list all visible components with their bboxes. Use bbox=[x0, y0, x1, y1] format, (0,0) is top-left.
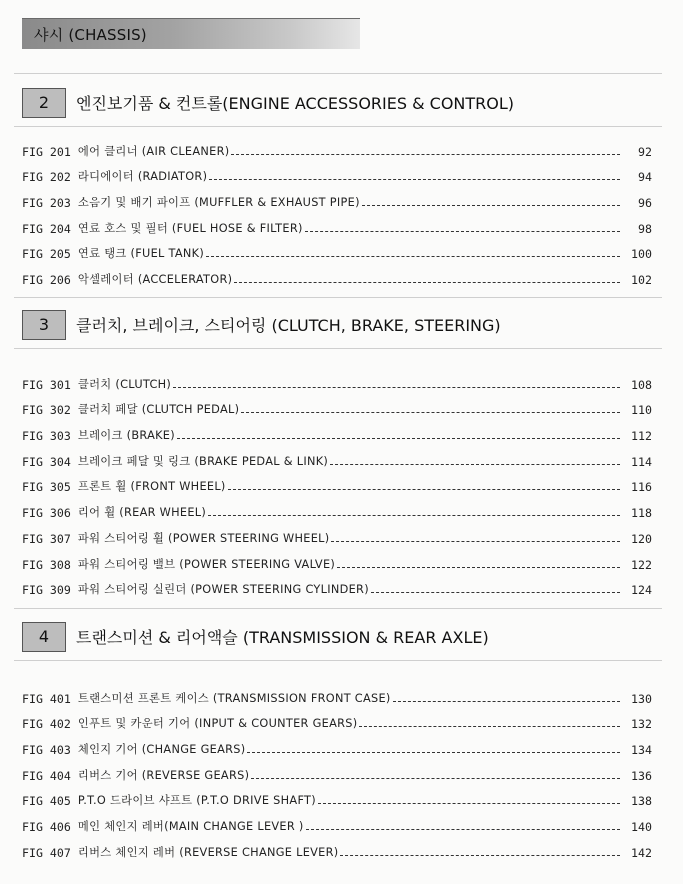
page-number: 92 bbox=[638, 144, 652, 159]
page-number: 102 bbox=[631, 273, 652, 288]
toc-entry[interactable] bbox=[22, 520, 652, 546]
fig-number: FIG 309 bbox=[22, 583, 71, 598]
fig-number: FIG 201 bbox=[22, 144, 71, 159]
dot-leader bbox=[247, 752, 620, 753]
dot-leader bbox=[251, 778, 620, 779]
page-number: 114 bbox=[631, 454, 652, 469]
fig-number: FIG 405 bbox=[22, 794, 71, 809]
page-number: 96 bbox=[638, 196, 652, 211]
toc-list-section-2 bbox=[22, 133, 652, 287]
fig-number: FIG 204 bbox=[22, 221, 71, 236]
fig-title: 브레이크 (BRAKE) bbox=[77, 429, 175, 443]
toc-entry[interactable] bbox=[22, 236, 652, 262]
fig-number: FIG 205 bbox=[22, 247, 71, 262]
page-number: 94 bbox=[638, 170, 652, 185]
section-number: 3 bbox=[22, 310, 66, 340]
toc-entry[interactable] bbox=[22, 184, 652, 210]
fig-number: FIG 404 bbox=[22, 768, 71, 783]
divider bbox=[14, 608, 662, 609]
fig-number: FIG 402 bbox=[22, 717, 71, 732]
fig-number: FIG 407 bbox=[22, 845, 71, 860]
fig-title: 파워 스티어링 실린더 (POWER STEERING CYLINDER) bbox=[77, 583, 369, 597]
toc-entry[interactable] bbox=[22, 783, 652, 809]
fig-title: 브레이크 페달 및 링크 (BRAKE PEDAL & LINK) bbox=[77, 454, 329, 468]
page-number: 120 bbox=[631, 531, 652, 546]
dot-leader bbox=[393, 701, 620, 702]
dot-leader bbox=[318, 803, 620, 804]
toc-entry[interactable] bbox=[22, 210, 652, 236]
fig-title: 악셀레이터 (ACCELERATOR) bbox=[77, 273, 233, 287]
page-number: 134 bbox=[631, 743, 652, 758]
fig-title: 클러치 페달 (CLUTCH PEDAL) bbox=[77, 403, 240, 417]
dot-leader bbox=[177, 438, 620, 439]
toc-entry[interactable] bbox=[22, 731, 652, 757]
section-number: 2 bbox=[22, 88, 66, 118]
dot-leader bbox=[209, 179, 620, 180]
fig-title: 프론트 휠 (FRONT WHEEL) bbox=[77, 480, 226, 494]
dot-leader bbox=[337, 567, 620, 568]
dot-leader bbox=[371, 592, 620, 593]
fig-title: 소음기 및 배기 파이프 (MUFFLER & EXHAUST PIPE) bbox=[77, 196, 360, 210]
dot-leader bbox=[208, 515, 620, 516]
fig-number: FIG 406 bbox=[22, 820, 71, 835]
fig-title: 메인 체인지 레버(MAIN CHANGE LEVER ) bbox=[77, 820, 304, 834]
section-number: 4 bbox=[22, 622, 66, 652]
dot-leader bbox=[330, 464, 620, 465]
fig-title: 라디에이터 (RADIATOR) bbox=[77, 170, 208, 184]
chapter-title: 샤시 (CHASSIS) bbox=[34, 26, 147, 44]
dot-leader bbox=[331, 541, 620, 542]
page-number: 130 bbox=[631, 691, 652, 706]
page-number: 110 bbox=[631, 403, 652, 418]
fig-number: FIG 206 bbox=[22, 273, 71, 288]
page-number: 112 bbox=[631, 429, 652, 444]
fig-title: P.T.O 드라이브 샤프트 (P.T.O DRIVE SHAFT) bbox=[77, 794, 316, 808]
page-number: 108 bbox=[631, 377, 652, 392]
page-number: 132 bbox=[631, 717, 652, 732]
section-heading-3 bbox=[22, 310, 662, 340]
page-number: 122 bbox=[631, 557, 652, 572]
section-heading-4 bbox=[22, 622, 662, 652]
dot-leader bbox=[234, 282, 620, 283]
divider bbox=[14, 297, 662, 298]
toc-entry[interactable] bbox=[22, 706, 652, 732]
dot-leader bbox=[228, 489, 620, 490]
toc-entry[interactable] bbox=[22, 261, 652, 287]
fig-number: FIG 301 bbox=[22, 377, 71, 392]
page-number: 124 bbox=[631, 583, 652, 598]
page-number: 98 bbox=[638, 221, 652, 236]
toc-entry[interactable] bbox=[22, 494, 652, 520]
fig-number: FIG 302 bbox=[22, 403, 71, 418]
toc-entry[interactable] bbox=[22, 469, 652, 495]
divider bbox=[14, 73, 662, 74]
toc-entry[interactable] bbox=[22, 133, 652, 159]
fig-number: FIG 305 bbox=[22, 480, 71, 495]
toc-entry[interactable] bbox=[22, 808, 652, 834]
dot-leader bbox=[305, 231, 620, 232]
fig-number: FIG 306 bbox=[22, 506, 71, 521]
chapter-header-bar bbox=[22, 18, 360, 49]
page-number: 142 bbox=[631, 845, 652, 860]
fig-title: 에어 클리너 (AIR CLEANER) bbox=[77, 144, 230, 158]
toc-entry[interactable] bbox=[22, 159, 652, 185]
toc-list-section-3 bbox=[22, 366, 652, 597]
fig-title: 리버스 기어 (REVERSE GEARS) bbox=[77, 768, 250, 782]
dot-leader bbox=[173, 387, 620, 388]
dot-leader bbox=[206, 256, 620, 257]
dot-leader bbox=[306, 829, 620, 830]
toc-entry[interactable] bbox=[22, 834, 652, 860]
fig-number: FIG 203 bbox=[22, 196, 71, 211]
fig-title: 파워 스티어링 밸브 (POWER STEERING VALVE) bbox=[77, 557, 336, 571]
section-title: 클러치, 브레이크, 스티어링 (CLUTCH, BRAKE, STEERING) bbox=[76, 316, 501, 335]
toc-list-section-4 bbox=[22, 680, 652, 860]
section-heading-2 bbox=[22, 88, 662, 118]
divider bbox=[14, 660, 662, 661]
page-number: 116 bbox=[631, 480, 652, 495]
fig-number: FIG 308 bbox=[22, 557, 71, 572]
toc-entry[interactable] bbox=[22, 546, 652, 572]
page-number: 100 bbox=[631, 247, 652, 262]
fig-title: 리버스 체인지 레버 (REVERSE CHANGE LEVER) bbox=[77, 845, 339, 859]
fig-title: 클러치 (CLUTCH) bbox=[77, 377, 172, 391]
fig-title: 인푸트 및 카운터 기어 (INPUT & COUNTER GEARS) bbox=[77, 717, 358, 731]
fig-number: FIG 403 bbox=[22, 743, 71, 758]
fig-title: 파워 스티어링 휠 (POWER STEERING WHEEL) bbox=[77, 531, 330, 545]
fig-number: FIG 303 bbox=[22, 429, 71, 444]
page-number: 118 bbox=[631, 506, 652, 521]
toc-entry[interactable] bbox=[22, 366, 652, 392]
toc-entry[interactable] bbox=[22, 443, 652, 469]
toc-entry[interactable] bbox=[22, 572, 652, 598]
page-number: 140 bbox=[631, 820, 652, 835]
dot-leader bbox=[362, 205, 620, 206]
toc-entry[interactable] bbox=[22, 757, 652, 783]
dot-leader bbox=[359, 726, 620, 727]
dot-leader bbox=[340, 855, 620, 856]
fig-title: 연료 호스 및 필터 (FUEL HOSE & FILTER) bbox=[77, 221, 303, 235]
fig-title: 체인지 기어 (CHANGE GEARS) bbox=[77, 743, 246, 757]
toc-entry[interactable] bbox=[22, 680, 652, 706]
fig-number: FIG 202 bbox=[22, 170, 71, 185]
toc-entry[interactable] bbox=[22, 392, 652, 418]
fig-number: FIG 401 bbox=[22, 691, 71, 706]
divider bbox=[14, 126, 662, 127]
section-title: 엔진보기품 & 컨트롤(ENGINE ACCESSORIES & CONTROL) bbox=[76, 94, 515, 113]
divider bbox=[14, 348, 662, 349]
fig-title: 연료 탱크 (FUEL TANK) bbox=[77, 247, 205, 261]
fig-title: 트랜스미션 프론트 케이스 (TRANSMISSION FRONT CASE) bbox=[77, 691, 391, 705]
fig-number: FIG 304 bbox=[22, 454, 71, 469]
dot-leader bbox=[241, 412, 620, 413]
page-number: 138 bbox=[631, 794, 652, 809]
dot-leader bbox=[231, 154, 620, 155]
section-title: 트랜스미션 & 리어액슬 (TRANSMISSION & REAR AXLE) bbox=[76, 628, 489, 647]
fig-number: FIG 307 bbox=[22, 531, 71, 546]
toc-entry[interactable] bbox=[22, 417, 652, 443]
fig-title: 리어 휠 (REAR WHEEL) bbox=[77, 506, 207, 520]
page-number: 136 bbox=[631, 768, 652, 783]
